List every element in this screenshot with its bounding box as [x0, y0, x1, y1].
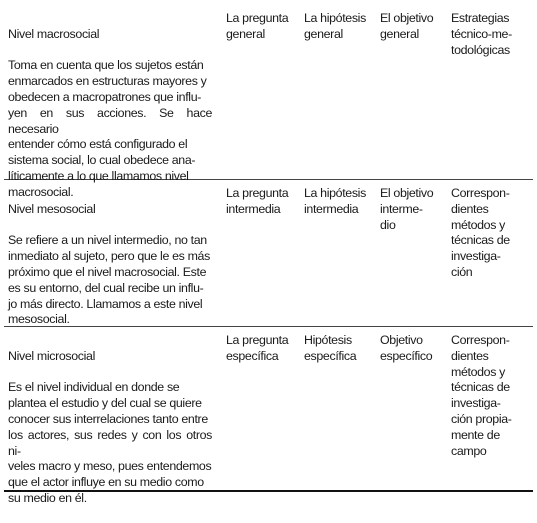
level-description: Es el nivel individual en donde se plantea el estudio y del cual se quiere conocer sus interrelaciones tanto entre los actores, sus redes y con los otros ni- veles macro y meso, pues entendemos que el actor influye en su medio como su medio en él. — [8, 380, 212, 505]
level-title: Nivel mesosocial — [8, 201, 96, 216]
level-description: Toma en cuenta que los sujetos están enmarcados en estructuras mayores y obedecen a macropatrones que influ- yen en sus acciones. Se hace necesario entender cómo está configurado el sistema social, lo cual obedece ana- líticamente a lo que llamamos nivel macrosocial. — [8, 58, 212, 199]
level-cell — [4, 180, 222, 327]
hipotesis-cell: La hipótesis general — [300, 5, 376, 180]
objetivo-cell: El objetivo general — [376, 5, 447, 180]
level-cell — [4, 327, 222, 505]
pregunta-cell: La pregunta general — [222, 5, 300, 180]
level-title: Nivel macrosocial — [8, 26, 100, 41]
hipotesis-cell: La hipótesis intermedia — [300, 180, 376, 327]
pregunta-cell: La pregunta intermedia — [222, 180, 300, 327]
estrategias-cell: Correspon- dientes métodos y técnicas de investiga- ción — [447, 180, 533, 327]
levels-table — [4, 5, 533, 505]
hipotesis-cell: Hipótesis específica — [300, 327, 376, 492]
level-cell — [4, 5, 222, 199]
level-title: Nivel microsocial — [8, 348, 95, 363]
objetivo-cell: El objetivo interme- dio — [376, 180, 447, 327]
objetivo-cell: Objetivo específico — [376, 327, 447, 492]
level-description: Se refiere a un nivel intermedio, no tan inmediato al sujeto, pero que le es más próximo que el nivel macrosocial. Este es su entorno, del cual recibe un influ- jo más directo. Llamamos a este nivel mesosocial. — [8, 233, 210, 327]
estrategias-cell: Correspon- dientes métodos y técnicas de investiga- ción propia- mente de campo — [447, 327, 533, 492]
pregunta-cell: La pregunta específica — [222, 327, 300, 492]
estrategias-cell: Estrategias técnico-me- todológicas — [447, 5, 533, 180]
